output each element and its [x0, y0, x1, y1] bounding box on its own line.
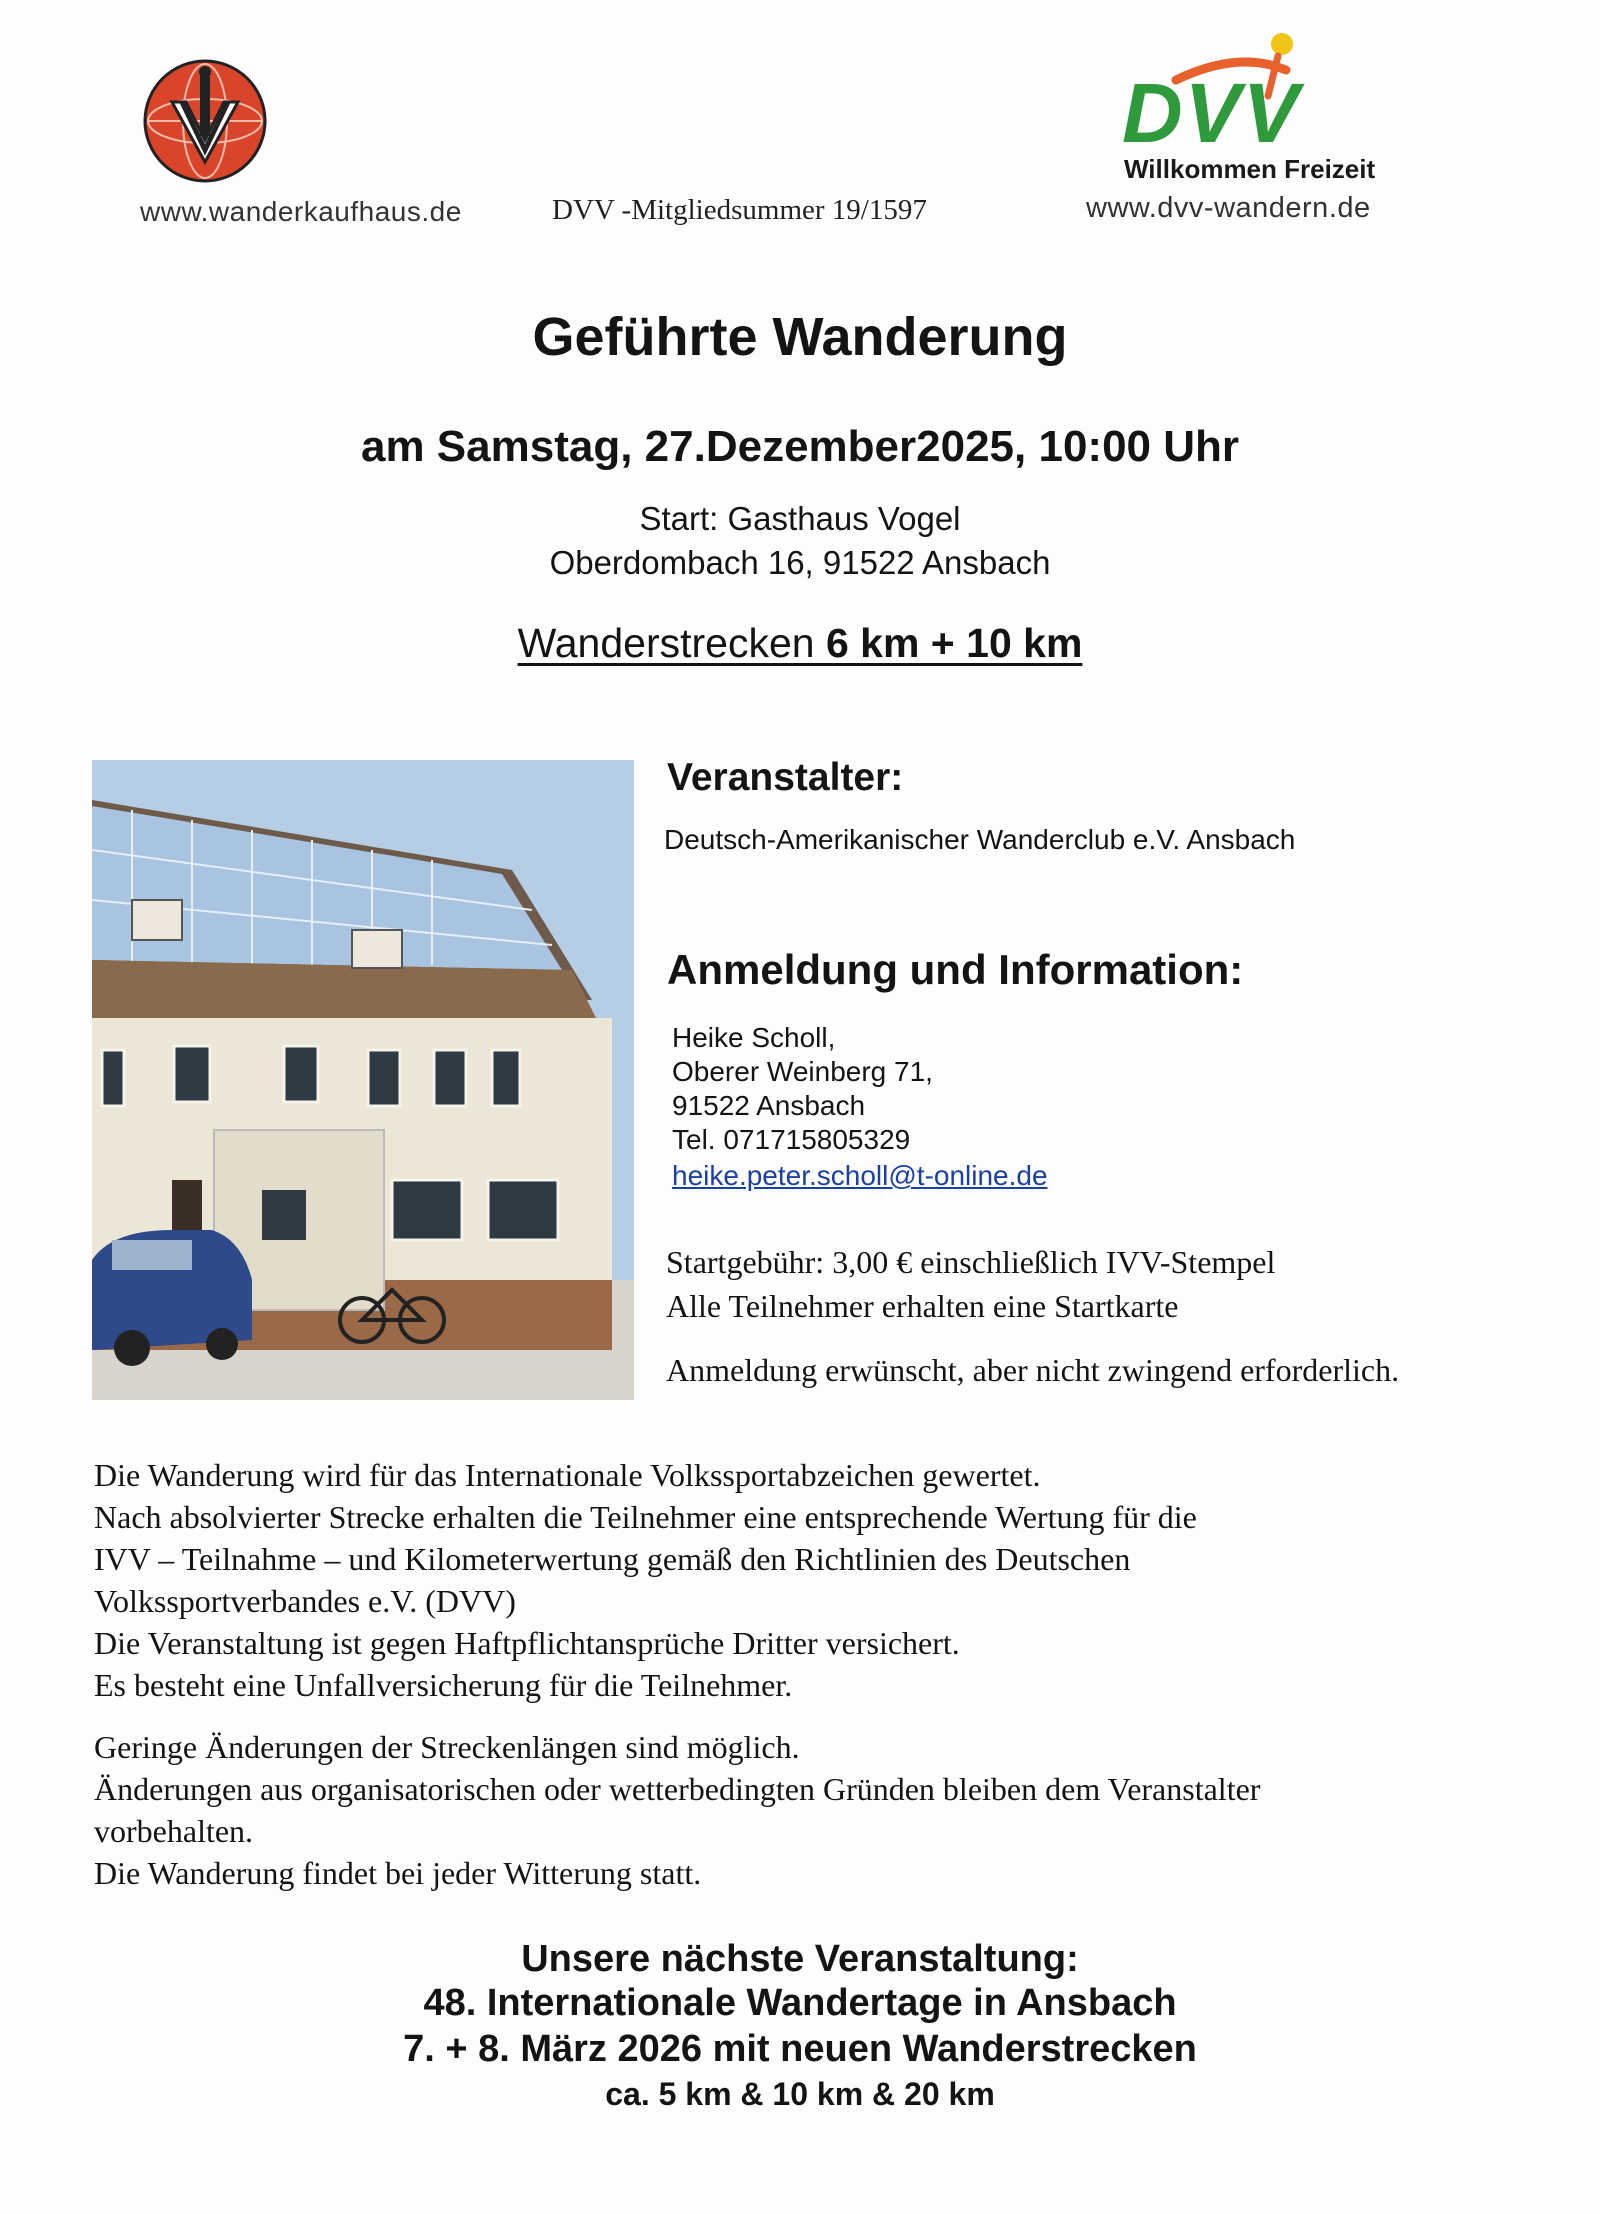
- organizer-name: Deutsch-Amerikanischer Wanderclub e.V. Ansbach: [664, 824, 1296, 855]
- member-number: DVV -Mitgliedsummer 19/1597: [552, 194, 927, 226]
- text-line: Nach absolvierter Strecke erhalten die Teilnehmer eine entsprechende Wertung für die: [94, 1499, 1197, 1535]
- organizer-heading: Veranstalter:: [667, 756, 904, 799]
- text-line: Volkssportverbandes e.V. (DVV): [94, 1583, 516, 1619]
- start-address: Oberdombach 16, 91522 Ansbach: [549, 544, 1051, 581]
- svg-text:IVV: IVV: [205, 188, 207, 189]
- inn-photo: [92, 760, 634, 1400]
- registration-note: Anmeldung erwünscht, aber nicht zwingend erforderlich.: [666, 1352, 1400, 1388]
- text-line: vorbehalten.: [94, 1813, 254, 1849]
- ivv-logo: [142, 58, 268, 189]
- routes-values: 6 km + 10 km: [825, 620, 1083, 666]
- contact-city: 91522 Ansbach: [672, 1090, 866, 1121]
- dvv-wordmark: DVV: [1122, 66, 1301, 160]
- text-line: Es besteht eine Unfallversicherung für die Teilnehmer.: [94, 1667, 793, 1703]
- text-line: Geringe Änderungen der Streckenlängen sind möglich.: [94, 1729, 800, 1765]
- url-dvv-wandern[interactable]: www.dvv-wandern.de: [1086, 192, 1371, 224]
- contact-phone: Tel. 071715805329: [672, 1124, 911, 1155]
- start-card-note: Alle Teilnehmer erhalten eine Startkarte: [666, 1288, 1179, 1324]
- routes-label: Wanderstrecken: [517, 620, 826, 666]
- next-event-heading: Unsere nächste Veranstaltung:: [521, 1938, 1079, 1980]
- contact-email-link[interactable]: heike.peter.scholl@t-online.de: [672, 1160, 1048, 1191]
- start-location: Start: Gasthaus Vogel: [639, 500, 961, 537]
- next-event-name: 48. Internationale Wandertage in Ansbach: [423, 1982, 1177, 2024]
- text-line: Änderungen aus organisatorischen oder wetterbedingten Gründen bleiben dem Veranstalter: [94, 1771, 1261, 1807]
- start-fee: Startgebühr: 3,00 € einschließlich IVV-Stempel: [666, 1244, 1276, 1280]
- contact-name: Heike Scholl,: [672, 1022, 836, 1053]
- route-lengths: [0, 620, 1600, 667]
- contact-street: Oberer Weinberg 71,: [672, 1056, 933, 1087]
- text-line: Die Wanderung wird für das Internationale Volkssportabzeichen gewertet.: [94, 1457, 1041, 1493]
- next-event-distances: ca. 5 km & 10 km & 20 km: [605, 2076, 995, 2112]
- next-event-date: 7. + 8. März 2026 mit neuen Wanderstrecken: [403, 2028, 1197, 2070]
- dvv-tagline: Willkommen Freizeit: [1124, 154, 1376, 184]
- info-heading: Anmeldung und Information:: [667, 946, 1244, 993]
- page-title: Geführte Wanderung: [532, 307, 1068, 367]
- text-line: IVV – Teilnahme – und Kilometerwertung gemäß den Richtlinien des Deutschen: [94, 1541, 1131, 1577]
- event-date: am Samstag, 27.Dezember2025, 10:00 Uhr: [360, 422, 1240, 471]
- dvv-logo: [1118, 26, 1392, 186]
- url-wanderkaufhaus[interactable]: www.wanderkaufhaus.de: [140, 196, 462, 227]
- paragraph-changes: [94, 1726, 1260, 1894]
- paragraph-rating: [94, 1454, 1197, 1706]
- text-line: Die Veranstaltung ist gegen Haftpflichtansprüche Dritter versichert.: [94, 1625, 960, 1661]
- text-line: Die Wanderung findet bei jeder Witterung statt.: [94, 1855, 702, 1891]
